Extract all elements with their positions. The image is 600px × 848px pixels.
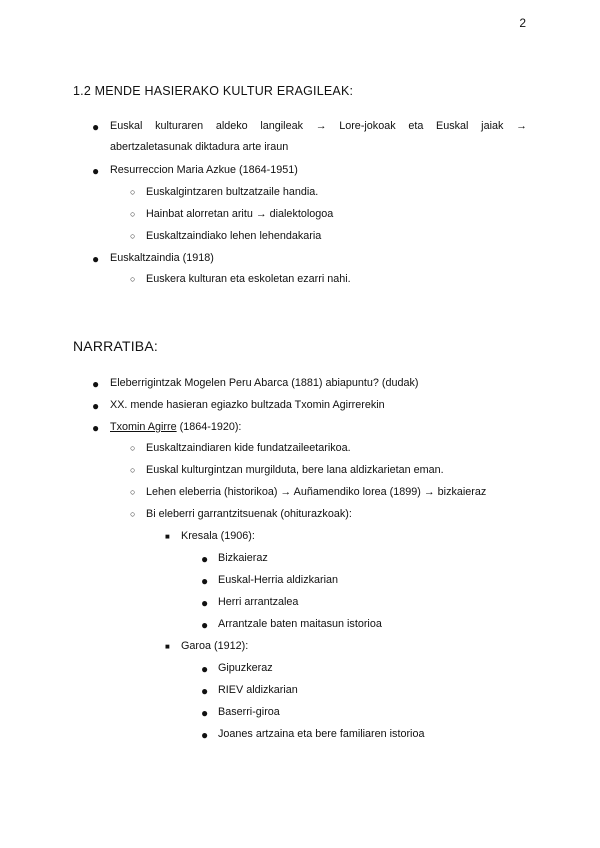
sub-item-azkue-2: Hainbat alorretan aritu → dialektologoa xyxy=(146,208,334,220)
circle-bullet-icon: ○ xyxy=(130,465,136,475)
bullet-icon: ● xyxy=(92,399,100,413)
bullet-icon: ● xyxy=(201,728,209,742)
section-heading-kultur-eragileak: 1.2 MENDE HASIERAKO KULTUR ERAGILEAK: xyxy=(73,84,354,98)
sub-item-euskaltzaindia-1: Euskera kulturan eta eskoletan ezarri nahi. xyxy=(146,273,351,285)
arrow: → xyxy=(516,120,527,132)
novel-kresala-point-3: Herri arrantzalea xyxy=(218,596,299,608)
sub-item-azkue-1: Euskalgintzaren bultzatzaile handia. xyxy=(146,186,319,198)
bullet-icon: ● xyxy=(201,574,209,588)
sub-item-agirre-3: Lehen eleberria (historikoa) → Auñamendiko lorea (1899) → bizkaieraz xyxy=(146,486,487,498)
bullet-icon: ● xyxy=(201,618,209,632)
bullet-icon: ● xyxy=(92,120,100,134)
square-bullet-icon: ■ xyxy=(165,532,170,541)
word: eta xyxy=(408,120,424,132)
sub-item-agirre-4: Bi eleberri garrantzitsuenak (ohiturazkoak): xyxy=(146,508,352,520)
list-item-euskal-kultura-line1 xyxy=(110,119,527,133)
sub-item-agirre-2: Euskal kulturgintzan murgilduta, bere lana aldizkarietan eman. xyxy=(146,464,444,476)
bullet-icon: ● xyxy=(201,706,209,720)
square-bullet-icon: ■ xyxy=(165,642,170,651)
circle-bullet-icon: ○ xyxy=(130,509,136,519)
word: langileak xyxy=(260,120,303,132)
circle-bullet-icon: ○ xyxy=(130,274,136,284)
list-item-azkue: Resurreccion Maria Azkue (1864-1951) xyxy=(110,164,298,176)
word: aldeko xyxy=(215,120,248,132)
novel-garoa-title: Garoa (1912): xyxy=(181,640,249,652)
word: Lore-jokoak xyxy=(339,120,396,132)
circle-bullet-icon: ○ xyxy=(130,443,136,453)
novel-garoa-point-4: Joanes artzaina eta bere familiaren istorioa xyxy=(218,728,425,740)
sub-item-agirre-1: Euskaltzaindiaren kide fundatzaileetarikoa. xyxy=(146,442,351,454)
novel-kresala-point-1: Bizkaieraz xyxy=(218,552,268,564)
circle-bullet-icon: ○ xyxy=(130,209,136,219)
novel-garoa-point-2: RIEV aldizkarian xyxy=(218,684,298,696)
circle-bullet-icon: ○ xyxy=(130,187,136,197)
word: kulturaren xyxy=(155,120,204,132)
page-number: 2 xyxy=(519,16,526,30)
list-item-bultzada: XX. mende hasieran egiazko bultzada Txomin Agirrerekin xyxy=(110,399,385,411)
novel-garoa-point-3: Baserri-giroa xyxy=(218,706,280,718)
list-item-euskal-kultura-line2: abertzaletasunak diktadura arte iraun xyxy=(110,141,289,153)
sub-item-azkue-3: Euskaltzaindiako lehen lehendakaria xyxy=(146,230,322,242)
bullet-icon: ● xyxy=(92,377,100,391)
circle-bullet-icon: ○ xyxy=(130,487,136,497)
list-item-txomin-agirre xyxy=(110,420,241,434)
list-item-euskaltzaindia: Euskaltzaindia (1918) xyxy=(110,252,214,264)
novel-garoa-point-1: Gipuzkeraz xyxy=(218,662,273,674)
bullet-icon: ● xyxy=(201,684,209,698)
list-item-mogel: Eleberrigintzak Mogelen Peru Abarca (1881) abiapuntu? (dudak) xyxy=(110,377,419,389)
circle-bullet-icon: ○ xyxy=(130,231,136,241)
bullet-icon: ● xyxy=(92,252,100,266)
txomin-agirre-years: (1864-1920): xyxy=(176,421,242,433)
section-heading-narratiba: NARRATIBA: xyxy=(73,338,158,354)
word: Euskal xyxy=(436,120,469,132)
bullet-icon: ● xyxy=(92,421,100,435)
novel-kresala-title: Kresala (1906): xyxy=(181,530,255,542)
bullet-icon: ● xyxy=(201,662,209,676)
word: jaiak xyxy=(481,120,504,132)
bullet-icon: ● xyxy=(92,164,100,178)
bullet-icon: ● xyxy=(201,596,209,610)
arrow: → xyxy=(315,120,327,132)
txomin-agirre-name: Txomin Agirre xyxy=(110,421,177,433)
word: Euskal xyxy=(110,120,143,132)
novel-kresala-point-4: Arrantzale baten maitasun istorioa xyxy=(218,618,382,630)
bullet-icon: ● xyxy=(201,552,209,566)
novel-kresala-point-2: Euskal-Herria aldizkarian xyxy=(218,574,339,586)
